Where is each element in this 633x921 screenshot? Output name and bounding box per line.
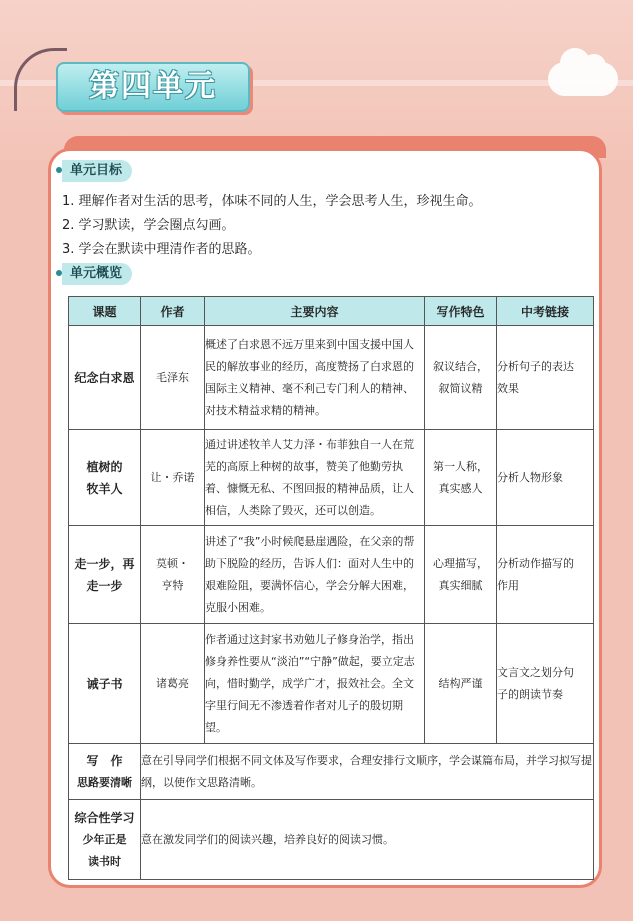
lesson-title-line: 植树的 — [86, 459, 123, 474]
lesson-content: 概述了白求恩不远万里来到中国支援中国人民的解放事业的经历，高度赞扬了白求恩的国际主义精神、毫不利己专门利人的精神、对技术精益求精的精神。 — [205, 326, 425, 430]
lesson-feature-line: 心理描写， — [433, 556, 488, 570]
header-author: 作者 — [141, 297, 205, 326]
overview-table — [68, 296, 594, 880]
header-content: 主要内容 — [205, 297, 425, 326]
table-row — [69, 326, 594, 430]
goal-item: 3. 学会在默读中理清作者的思路。 — [62, 242, 261, 257]
lesson-feature-line: 真实感人 — [438, 481, 483, 495]
extra-text: 意在激发同学们的阅读兴趣，培养良好的阅读习惯。 — [141, 800, 594, 880]
lesson-link-line: 分析动作描写的 — [497, 556, 574, 570]
lesson-title-line: 走一步 — [86, 578, 123, 593]
lesson-title — [69, 624, 141, 744]
extra-title-line: 写 作 — [86, 753, 123, 768]
lesson-title-line: 纪念白求恩 — [74, 370, 135, 385]
lesson-author-line: 莫顿・ — [156, 556, 189, 570]
lesson-title-line: 牧羊人 — [86, 481, 123, 496]
lesson-exam-link — [497, 526, 594, 624]
lesson-title — [69, 326, 141, 430]
table-row — [69, 526, 594, 624]
lesson-title — [69, 430, 141, 526]
lesson-link-line: 分析句子的表达 — [497, 359, 574, 373]
lesson-author-line: 亨特 — [161, 578, 184, 592]
extra-title-line: 综合性学习 — [74, 810, 135, 825]
lesson-author-line: 毛泽东 — [156, 370, 189, 384]
extra-title-line: 读书时 — [88, 854, 121, 868]
table-row — [69, 744, 594, 800]
table-row — [69, 800, 594, 880]
lesson-content: 作者通过这封家书劝勉儿子修身治学，指出修身养性要从“淡泊”“宁静”做起，要立定志向，惜时勤学，成学广才，报效社会。全文字里行间无不渗透着作者对儿子的殷切期望。 — [205, 624, 425, 744]
lesson-feature — [425, 430, 497, 526]
lesson-link-line: 子的朗读节奏 — [497, 687, 563, 701]
cloud-icon — [548, 62, 618, 96]
lesson-author-line: 让・乔诺 — [150, 470, 195, 484]
header-title: 课题 — [69, 297, 141, 326]
goals-label: 单元目标 — [62, 160, 132, 182]
extra-title — [69, 744, 141, 800]
table-row — [69, 430, 594, 526]
lesson-feature-line: 第一人称， — [433, 459, 488, 473]
overview-label: 单元概览 — [62, 263, 132, 285]
lesson-feature — [425, 526, 497, 624]
lesson-author — [141, 326, 205, 430]
lesson-link-line: 分析人物形象 — [497, 470, 563, 484]
lesson-author-line: 诸葛亮 — [156, 676, 189, 690]
extra-title-line: 思路要清晰 — [77, 775, 132, 789]
extra-text: 意在引导同学们根据不同文体及写作要求，合理安排行文顺序，学会谋篇布局，并学习拟写提纲，以使作文思路清晰。 — [141, 744, 594, 800]
lesson-feature — [425, 624, 497, 744]
lesson-title — [69, 526, 141, 624]
lesson-exam-link — [497, 624, 594, 744]
header-link: 中考链接 — [497, 297, 594, 326]
unit-title-banner — [56, 62, 250, 112]
lesson-author — [141, 624, 205, 744]
lesson-title-line: 诫子书 — [86, 676, 123, 691]
lesson-exam-link — [497, 326, 594, 430]
goal-item: 1. 理解作者对生活的思考，体味不同的人生，学会思考人生，珍视生命。 — [62, 194, 482, 209]
lesson-author — [141, 526, 205, 624]
lesson-feature — [425, 326, 497, 430]
header-feature: 写作特色 — [425, 297, 497, 326]
extra-title — [69, 800, 141, 880]
table-row — [69, 624, 594, 744]
lesson-title-line: 走一步，再 — [74, 556, 135, 571]
lesson-link-line: 文言文之划分句 — [497, 665, 574, 679]
lesson-author — [141, 430, 205, 526]
lesson-content: 讲述了“我”小时候爬悬崖遇险，在父亲的帮助下脱险的经历，告诉人们：面对人生中的艰难险阻，要满怀信心，学会分解大困难，克服小困难。 — [205, 526, 425, 624]
lesson-feature-line: 叙简议精 — [438, 381, 483, 395]
lesson-link-line: 作用 — [497, 578, 519, 592]
lesson-content: 通过讲述牧羊人艾力泽・布菲独自一人在荒芜的高原上种树的故事，赞美了他勤劳执着、慷慨无私、不图回报的精神品质，让人相信，人类除了毁灭，还可以创造。 — [205, 430, 425, 526]
extra-title-line: 少年正是 — [82, 832, 127, 846]
unit-title: 第四单元 — [89, 69, 217, 104]
lesson-feature-line: 真实细腻 — [438, 578, 483, 592]
lesson-feature-line: 结构严谨 — [438, 676, 483, 690]
lesson-link-line: 效果 — [497, 381, 519, 395]
table-header-row — [69, 297, 594, 326]
lesson-feature-line: 叙议结合， — [433, 359, 488, 373]
lesson-exam-link — [497, 430, 594, 526]
goal-item: 2. 学习默读，学会圈点勾画。 — [62, 218, 235, 233]
